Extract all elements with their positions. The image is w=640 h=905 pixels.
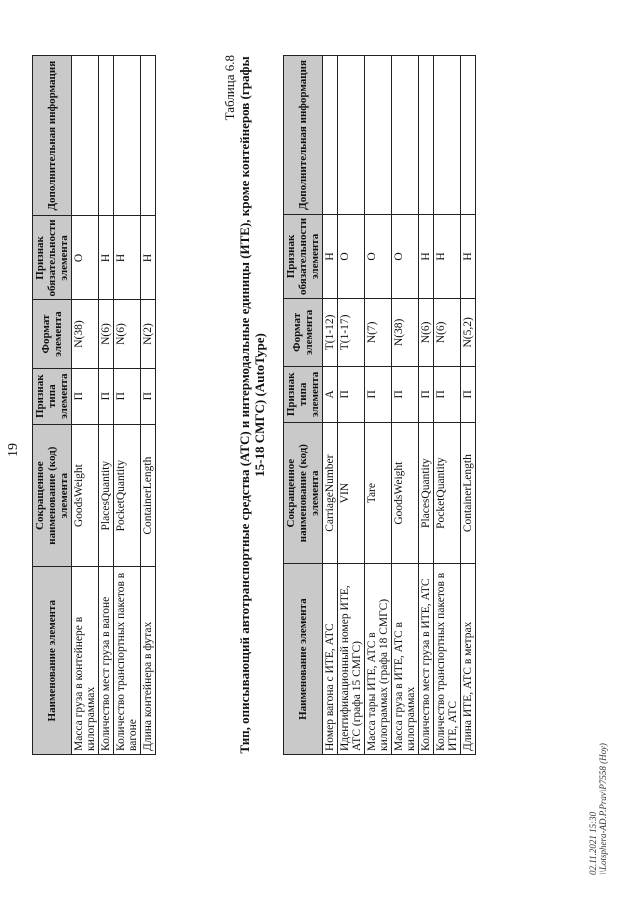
table-cell: N(7) (365, 298, 392, 366)
table-cell: N(38) (72, 300, 99, 368)
table-cell (392, 56, 419, 215)
table-cell: PlacesQuantity (419, 422, 434, 563)
table-cell: T(1-17) (338, 298, 365, 366)
table-cell: N(5,2) (461, 298, 476, 366)
table-cell (434, 56, 461, 215)
table-cell (365, 56, 392, 215)
table-cell: П (338, 366, 365, 422)
header-cell: Наименование элемента (33, 567, 72, 755)
header-cell: Признак типа элемента (284, 366, 323, 422)
table-cell: ContainerLength (141, 424, 156, 567)
table-row (72, 56, 99, 755)
stamp-date: 02.11.2021 15:30 (588, 811, 598, 875)
header-cell: Формат элемента (33, 300, 72, 368)
table-cell: GoodsWeight (392, 422, 419, 563)
table-cell (72, 56, 99, 216)
table-cell: П (99, 368, 114, 424)
table-row (392, 56, 419, 755)
page-number: 19 (6, 443, 21, 457)
table-row (99, 56, 114, 755)
table-row (338, 56, 365, 755)
table-cell: Масса тары ИТЕ, АТС в килограммах (графа 18 СМГС) (365, 564, 392, 755)
table-cell: Н (461, 214, 476, 298)
table-cell: Номер вагона с ИТЕ, АТС (323, 564, 338, 755)
header-cell: Сокращенное наименование (код) элемента (33, 424, 72, 567)
table-cell: Н (141, 216, 156, 300)
table-cell: Длина ИТЕ, АТС в метрах (461, 564, 476, 755)
table-row (141, 56, 156, 755)
table-cell (141, 56, 156, 216)
table-cell: Н (434, 214, 461, 298)
elements-table-1 (32, 55, 156, 755)
table-row (434, 56, 461, 755)
table-cell: CarriageNumber (323, 422, 338, 563)
table-cell: N(6) (434, 298, 461, 366)
table-cell: П (114, 368, 141, 424)
table-cell: Н (419, 214, 434, 298)
table-cell: N(2) (141, 300, 156, 368)
table-cell: Н (114, 216, 141, 300)
table-title: Тип, описывающий автотранспортные средства (АТС) и интермодальные единицы (ИТЕ), кроме контейнеров (графы 15-18 СМГС) (AutoType) (237, 56, 267, 754)
table-cell: Количество мест груза в ИТЕ, АТС (419, 564, 434, 755)
table-cell (419, 56, 434, 215)
table-cell (338, 56, 365, 215)
header-cell: Наименование элемента (284, 564, 323, 755)
table-cell: П (72, 368, 99, 424)
table-cell: Идентификационный номер ИТЕ, АТС (графа 15 СМГС) (338, 564, 365, 755)
table-cell: N(6) (419, 298, 434, 366)
table-cell: Количество мест груза в вагоне (99, 567, 114, 755)
elements-table-2 (283, 55, 476, 755)
table-cell (99, 56, 114, 216)
table-cell (114, 56, 141, 216)
table-header-row (284, 56, 323, 755)
table-cell: PocketQuantity (114, 424, 141, 567)
table-row (419, 56, 434, 755)
header-cell: Признак типа элемента (33, 368, 72, 424)
table-cell: П (365, 366, 392, 422)
table-cell: П (141, 368, 156, 424)
table-cell (323, 56, 338, 215)
table-cell: П (461, 366, 476, 422)
table-cell: Количество транспортных пакетов в ИТЕ, АТС (434, 564, 461, 755)
table-cell: N(6) (99, 300, 114, 368)
stamp-path: \\Lotsphera-AD.P.Prav\P7558 (Ноу) (598, 743, 608, 875)
table-cell: Масса груза в контейнере в килограммах (72, 567, 99, 755)
table-row (461, 56, 476, 755)
table-cell: Н (323, 214, 338, 298)
table-cell: П (392, 366, 419, 422)
header-cell: Формат элемента (284, 298, 323, 366)
table-cell: О (338, 214, 365, 298)
table-row (323, 56, 338, 755)
table-cell: О (392, 214, 419, 298)
table-cell: T(1-12) (323, 298, 338, 366)
table-cell: N(38) (392, 298, 419, 366)
header-cell: Признак обязательности элемента (284, 214, 323, 298)
table-cell: Количество транспортных пакетов в вагоне (114, 567, 141, 755)
header-cell: Дополнительная информация (33, 56, 72, 216)
table-cell: GoodsWeight (72, 424, 99, 567)
header-cell: Признак обязательности элемента (33, 216, 72, 300)
table-cell: П (434, 366, 461, 422)
table-cell: А (323, 366, 338, 422)
header-cell: Сокращенное наименование (код) элемента (284, 422, 323, 563)
table-cell: О (365, 214, 392, 298)
table-cell: Н (99, 216, 114, 300)
table-cell: PlacesQuantity (99, 424, 114, 567)
table-cell: PocketQuantity (434, 422, 461, 563)
table-cell: VIN (338, 422, 365, 563)
table-row (365, 56, 392, 755)
table-cell: Масса груза в ИТЕ, АТС в килограммах (392, 564, 419, 755)
header-cell: Дополнительная информация (284, 56, 323, 215)
table-row (114, 56, 141, 755)
print-stamp (588, 743, 608, 875)
table-cell: Длина контейнера в футах (141, 567, 156, 755)
table-cell: ContainerLength (461, 422, 476, 563)
table-cell: Tare (365, 422, 392, 563)
table-caption: Таблица 6.8 (222, 55, 237, 121)
table-cell (461, 56, 476, 215)
table-header-row (33, 56, 72, 755)
table-cell: О (72, 216, 99, 300)
table-cell: П (419, 366, 434, 422)
table-cell: N(6) (114, 300, 141, 368)
